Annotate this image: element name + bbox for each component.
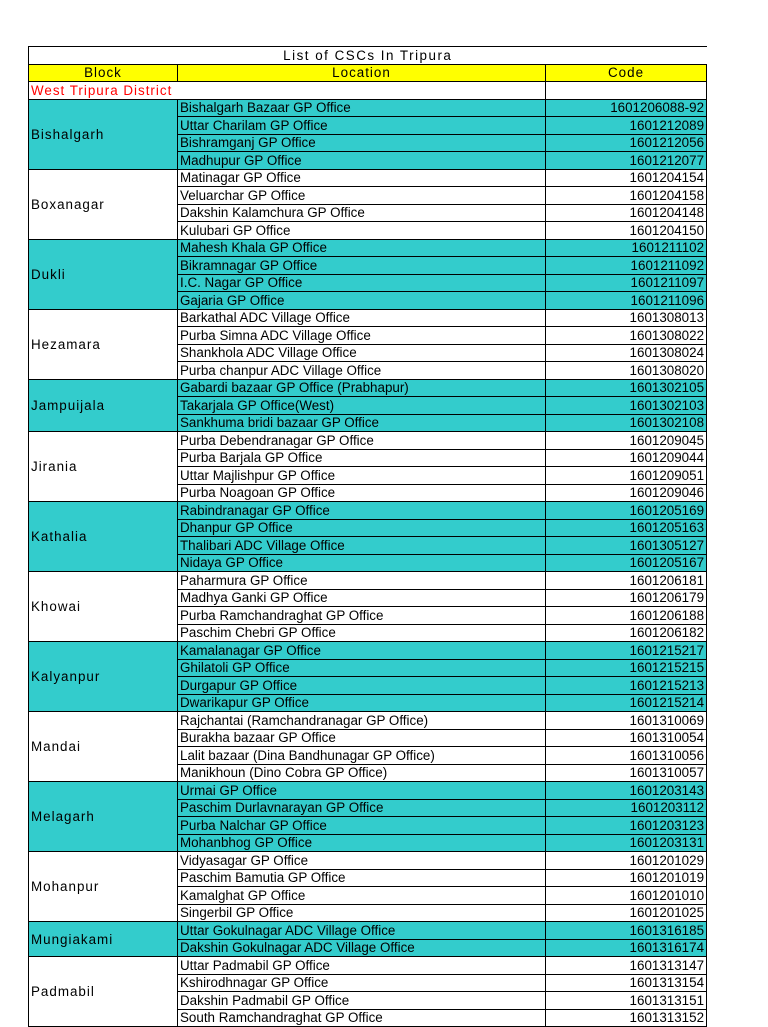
code-cell: 1601201019 <box>546 869 707 887</box>
block-name: Dukli <box>29 239 178 309</box>
location-cell: Gajaria GP Office <box>178 292 546 310</box>
code-cell: 1601203143 <box>546 782 707 800</box>
location-cell: Barkathal ADC Village Office <box>178 309 546 327</box>
code-cell: 1601215217 <box>546 642 707 660</box>
code-cell: 1601211096 <box>546 292 707 310</box>
code-cell: 1601201010 <box>546 887 707 905</box>
block-name: Khowai <box>29 572 178 642</box>
location-cell: Nidaya GP Office <box>178 554 546 572</box>
block-name: Padmabil <box>29 957 178 1027</box>
block-name: Mandai <box>29 712 178 782</box>
location-cell: Sankhuma bridi bazaar GP Office <box>178 414 546 432</box>
block-name: Boxanagar <box>29 169 178 239</box>
location-cell: Uttar Majlishpur GP Office <box>178 467 546 485</box>
code-cell: 1601209044 <box>546 449 707 467</box>
location-cell: Mohanbhog GP Office <box>178 834 546 852</box>
block-name: Kathalia <box>29 502 178 572</box>
code-cell: 1601206182 <box>546 624 707 642</box>
code-cell: 1601313147 <box>546 957 707 975</box>
code-cell: 1601206088-92 <box>546 99 707 117</box>
title-row <box>29 47 707 65</box>
code-cell: 1601215213 <box>546 677 707 695</box>
block-name: Melagarh <box>29 782 178 852</box>
code-cell: 1601209045 <box>546 432 707 450</box>
location-cell: Paharmura GP Office <box>178 572 546 590</box>
block-name: Bishalgarh <box>29 99 178 169</box>
location-cell: Dakshin Kalamchura GP Office <box>178 204 546 222</box>
code-cell: 1601206179 <box>546 589 707 607</box>
table-row <box>29 169 707 187</box>
table-row <box>29 309 707 327</box>
code-cell: 1601212056 <box>546 134 707 152</box>
location-cell: Urmai GP Office <box>178 782 546 800</box>
location-cell: Uttar Padmabil GP Office <box>178 957 546 975</box>
location-cell: Manikhoun (Dino Cobra GP Office) <box>178 764 546 782</box>
code-cell: 1601310057 <box>546 764 707 782</box>
location-cell: Madhupur GP Office <box>178 152 546 170</box>
location-cell: Thalibari ADC Village Office <box>178 537 546 555</box>
table-row <box>29 572 707 590</box>
location-cell: Paschim Bamutia GP Office <box>178 869 546 887</box>
location-cell: Matinagar GP Office <box>178 169 546 187</box>
block-name: Jirania <box>29 432 178 502</box>
location-cell: Dakshin Padmabil GP Office <box>178 992 546 1010</box>
location-cell: Purba Nalchar GP Office <box>178 817 546 835</box>
code-cell: 1601313154 <box>546 974 707 992</box>
location-cell: Kamalanagar GP Office <box>178 642 546 660</box>
csc-table <box>28 46 707 1027</box>
table-row <box>29 712 707 730</box>
table-row <box>29 379 707 397</box>
code-cell: 1601204154 <box>546 169 707 187</box>
code-cell: 1601308013 <box>546 309 707 327</box>
block-name: Jampuijala <box>29 379 178 432</box>
code-cell: 1601212077 <box>546 152 707 170</box>
district-row <box>29 82 707 100</box>
location-cell: Uttar Charilam GP Office <box>178 117 546 135</box>
table-row <box>29 957 707 975</box>
location-cell: I.C. Nagar GP Office <box>178 274 546 292</box>
code-cell: 1601211102 <box>546 239 707 257</box>
code-cell: 1601215214 <box>546 694 707 712</box>
location-cell: Dakshin Gokulnagar ADC Village Office <box>178 939 546 957</box>
location-cell: Dwarikapur GP Office <box>178 694 546 712</box>
location-cell: Takarjala GP Office(West) <box>178 397 546 415</box>
district-label: West Tripura District <box>29 82 546 100</box>
code-cell: 1601206181 <box>546 572 707 590</box>
location-cell: Kshirodhnagar GP Office <box>178 974 546 992</box>
table-row <box>29 852 707 870</box>
location-cell: Dhanpur GP Office <box>178 519 546 537</box>
block-name: Mungiakami <box>29 922 178 957</box>
code-cell: 1601305127 <box>546 537 707 555</box>
code-cell: 1601209051 <box>546 467 707 485</box>
block-name: Hezamara <box>29 309 178 379</box>
location-cell: Bikramnagar GP Office <box>178 257 546 275</box>
table-row <box>29 99 707 117</box>
table-row <box>29 642 707 660</box>
location-cell: Vidyasagar GP Office <box>178 852 546 870</box>
location-cell: Rajchantai (Ramchandranagar GP Office) <box>178 712 546 730</box>
code-cell: 1601310054 <box>546 729 707 747</box>
code-cell: 1601313151 <box>546 992 707 1010</box>
code-cell: 1601302105 <box>546 379 707 397</box>
code-cell: 1601201029 <box>546 852 707 870</box>
code-cell: 1601308024 <box>546 344 707 362</box>
code-cell: 1601302103 <box>546 397 707 415</box>
code-cell: 1601205163 <box>546 519 707 537</box>
code-cell: 1601316174 <box>546 939 707 957</box>
location-cell: Shankhola ADC Village Office <box>178 344 546 362</box>
header-code: Code <box>546 64 707 82</box>
location-cell: Purba Barjala GP Office <box>178 449 546 467</box>
code-cell: 1601203123 <box>546 817 707 835</box>
block-name: Mohanpur <box>29 852 178 922</box>
code-cell: 1601308022 <box>546 327 707 345</box>
location-cell: Rabindranagar GP Office <box>178 502 546 520</box>
table-row <box>29 432 707 450</box>
header-row <box>29 64 707 82</box>
location-cell: Kulubari GP Office <box>178 222 546 240</box>
location-cell: Purba chanpur ADC Village Office <box>178 362 546 380</box>
code-cell: 1601203131 <box>546 834 707 852</box>
location-cell: Madhya Ganki GP Office <box>178 589 546 607</box>
code-cell: 1601313152 <box>546 1009 707 1027</box>
code-cell: 1601206188 <box>546 607 707 625</box>
code-cell: 1601212089 <box>546 117 707 135</box>
code-cell: 1601316185 <box>546 922 707 940</box>
code-cell: 1601308020 <box>546 362 707 380</box>
location-cell: Singerbil GP Office <box>178 904 546 922</box>
location-cell: Purba Debendranagar GP Office <box>178 432 546 450</box>
code-cell: 1601310056 <box>546 747 707 765</box>
block-name: Kalyanpur <box>29 642 178 712</box>
code-cell: 1601215215 <box>546 659 707 677</box>
location-cell: Purba Simna ADC Village Office <box>178 327 546 345</box>
location-cell: Mahesh Khala GP Office <box>178 239 546 257</box>
location-cell: Gabardi bazaar GP Office (Prabhapur) <box>178 379 546 397</box>
code-cell: 1601203112 <box>546 799 707 817</box>
code-cell: 1601204150 <box>546 222 707 240</box>
location-cell: Purba Noagoan GP Office <box>178 484 546 502</box>
location-cell: Burakha bazaar GP Office <box>178 729 546 747</box>
code-cell: 1601211097 <box>546 274 707 292</box>
table-row <box>29 782 707 800</box>
header-block: Block <box>29 64 178 82</box>
code-cell: 1601205167 <box>546 554 707 572</box>
location-cell: Purba Ramchandraghat GP Office <box>178 607 546 625</box>
location-cell: Uttar Gokulnagar ADC Village Office <box>178 922 546 940</box>
location-cell: Bishalgarh Bazaar GP Office <box>178 99 546 117</box>
table-row <box>29 502 707 520</box>
location-cell: Veluarchar GP Office <box>178 187 546 205</box>
location-cell: South Ramchandraghat GP Office <box>178 1009 546 1027</box>
table-row <box>29 239 707 257</box>
location-cell: Lalit bazaar (Dina Bandhunagar GP Office) <box>178 747 546 765</box>
header-location: Location <box>178 64 546 82</box>
location-cell: Durgapur GP Office <box>178 677 546 695</box>
code-cell: 1601209046 <box>546 484 707 502</box>
code-cell: 1601204148 <box>546 204 707 222</box>
location-cell: Bishramganj GP Office <box>178 134 546 152</box>
code-cell: 1601201025 <box>546 904 707 922</box>
location-cell: Paschim Chebri GP Office <box>178 624 546 642</box>
sheet-title: List of CSCs In Tripura <box>29 47 707 65</box>
location-cell: Kamalghat GP Office <box>178 887 546 905</box>
district-code-empty <box>546 82 707 100</box>
code-cell: 1601205169 <box>546 502 707 520</box>
location-cell: Ghilatoli GP Office <box>178 659 546 677</box>
code-cell: 1601302108 <box>546 414 707 432</box>
table-row <box>29 922 707 940</box>
location-cell: Paschim Durlavnarayan GP Office <box>178 799 546 817</box>
code-cell: 1601211092 <box>546 257 707 275</box>
code-cell: 1601310069 <box>546 712 707 730</box>
code-cell: 1601204158 <box>546 187 707 205</box>
